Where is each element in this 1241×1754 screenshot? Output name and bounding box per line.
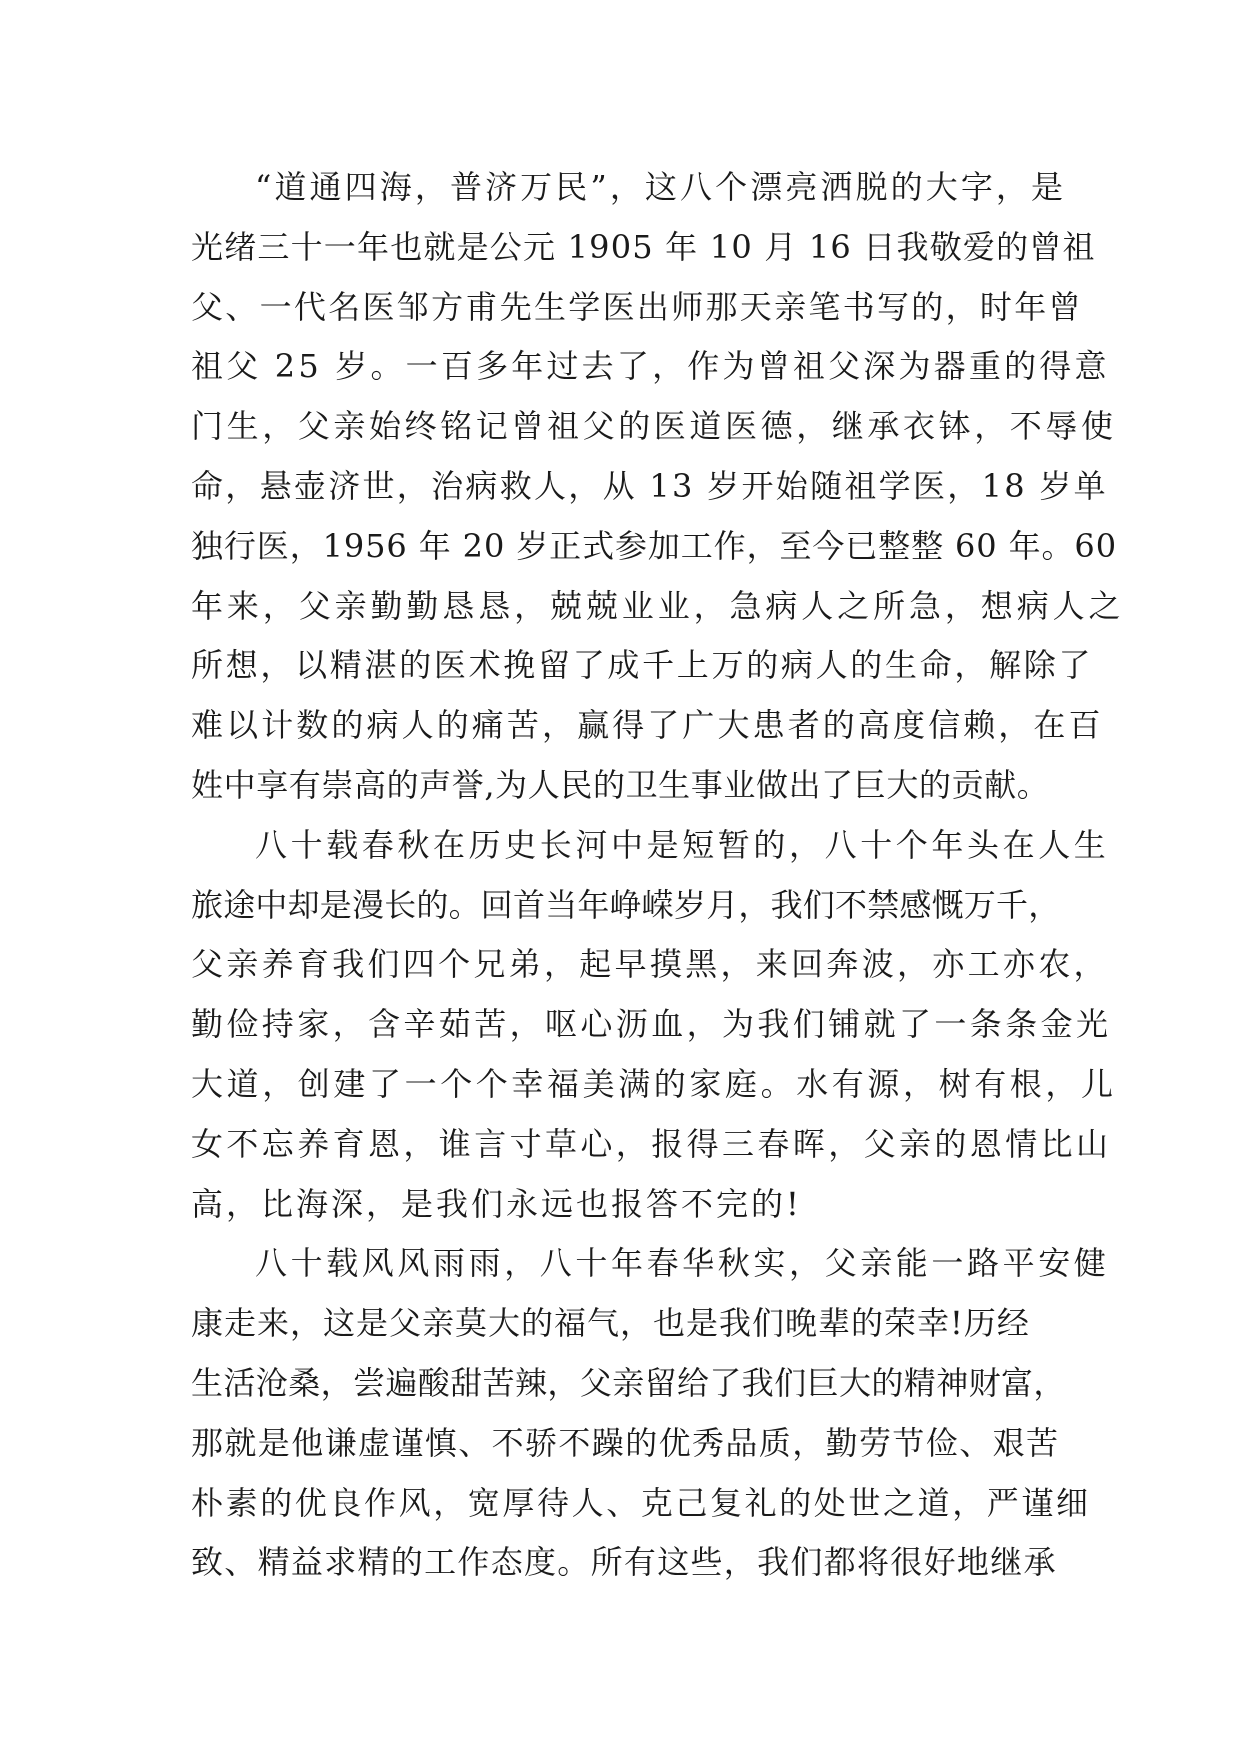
text-line: 八十载风风雨雨，八十年春华秋实，父亲能一路平安健 — [255, 1244, 1110, 1283]
text-line: 八十载春秋在历史长河中是短暂的，八十个年头在人生 — [255, 825, 1110, 864]
paragraph-2 — [191, 816, 1117, 1235]
text-line: 门生，父亲始终铭记曾祖父的医道医德，继承衣钵，不辱使 — [191, 407, 1117, 446]
text-line: 致、精益求精的工作态度。所有这些，我们都将很好地继承 — [191, 1543, 1057, 1582]
text-line: 大道，创建了一个个幸福美满的家庭。水有源，树有根，儿 — [191, 1064, 1117, 1103]
text-line: 父、一代名医邹方甫先生学医出师那天亲笔书写的，时年曾 — [191, 287, 1083, 326]
text-line: 独行医，1956 年 20 岁正式参加工作，至今已整整 60 年。60 — [191, 526, 1117, 565]
text-line: 祖父 25 岁。一百多年过去了，作为曾祖父深为器重的得意 — [191, 347, 1110, 386]
text-line: 旅途中却是漫长的。回首当年峥嵘岁月，我们不禁感慨万千， — [191, 885, 1061, 924]
text-line: 生活沧桑，尝遍酸甜苦辣，父亲留给了我们巨大的精神财富， — [191, 1363, 1066, 1402]
document-body — [191, 158, 1125, 1593]
text-line: 朴素的优良作风，宽厚待人、克己复礼的处世之道，严谨细 — [191, 1483, 1091, 1522]
paragraph-1 — [191, 158, 1125, 816]
text-line: 高，比海深，是我们永远也报答不完的! — [191, 1184, 802, 1223]
text-line: 命，悬壶济世，治病救人，从 13 岁开始随祖学医，18 岁单 — [191, 466, 1108, 505]
text-line: 康走来，这是父亲莫大的福气，也是我们晚辈的荣幸!历经 — [191, 1304, 1030, 1343]
text-line: 父亲养育我们四个兄弟，起早摸黑，来回奔波，亦工亦农， — [191, 945, 1109, 984]
text-line: 勤俭持家，含辛茹苦，呕心沥血，为我们铺就了一条条金光 — [191, 1005, 1112, 1044]
text-line: 所想，以精湛的医术挽留了成千上万的病人的生命，解除了 — [191, 646, 1094, 685]
text-line: 姓中享有崇高的声誉,为人民的卫生事业做出了巨大的贡献。 — [191, 765, 1050, 804]
text-line: 年来，父亲勤勤恳恳，兢兢业业，急病人之所急，想病人之 — [191, 586, 1125, 625]
text-line: 女不忘养育恩，谁言寸草心，报得三春晖，父亲的恩情比山 — [191, 1124, 1112, 1163]
text-line: 那就是他谦虚谨慎、不骄不躁的优秀品质，勤劳节俭、艰苦 — [191, 1423, 1060, 1462]
text-line: 难以计数的病人的痛苦，赢得了广大患者的高度信赖，在百 — [191, 706, 1104, 745]
paragraph-3 — [191, 1234, 1110, 1593]
text-line: 光绪三十一年也就是公元 1905 年 10 月 16 日我敬爱的曾祖 — [191, 227, 1096, 266]
text-line: “道通四海，普济万民”，这八个漂亮洒脱的大字，是 — [255, 168, 1067, 206]
